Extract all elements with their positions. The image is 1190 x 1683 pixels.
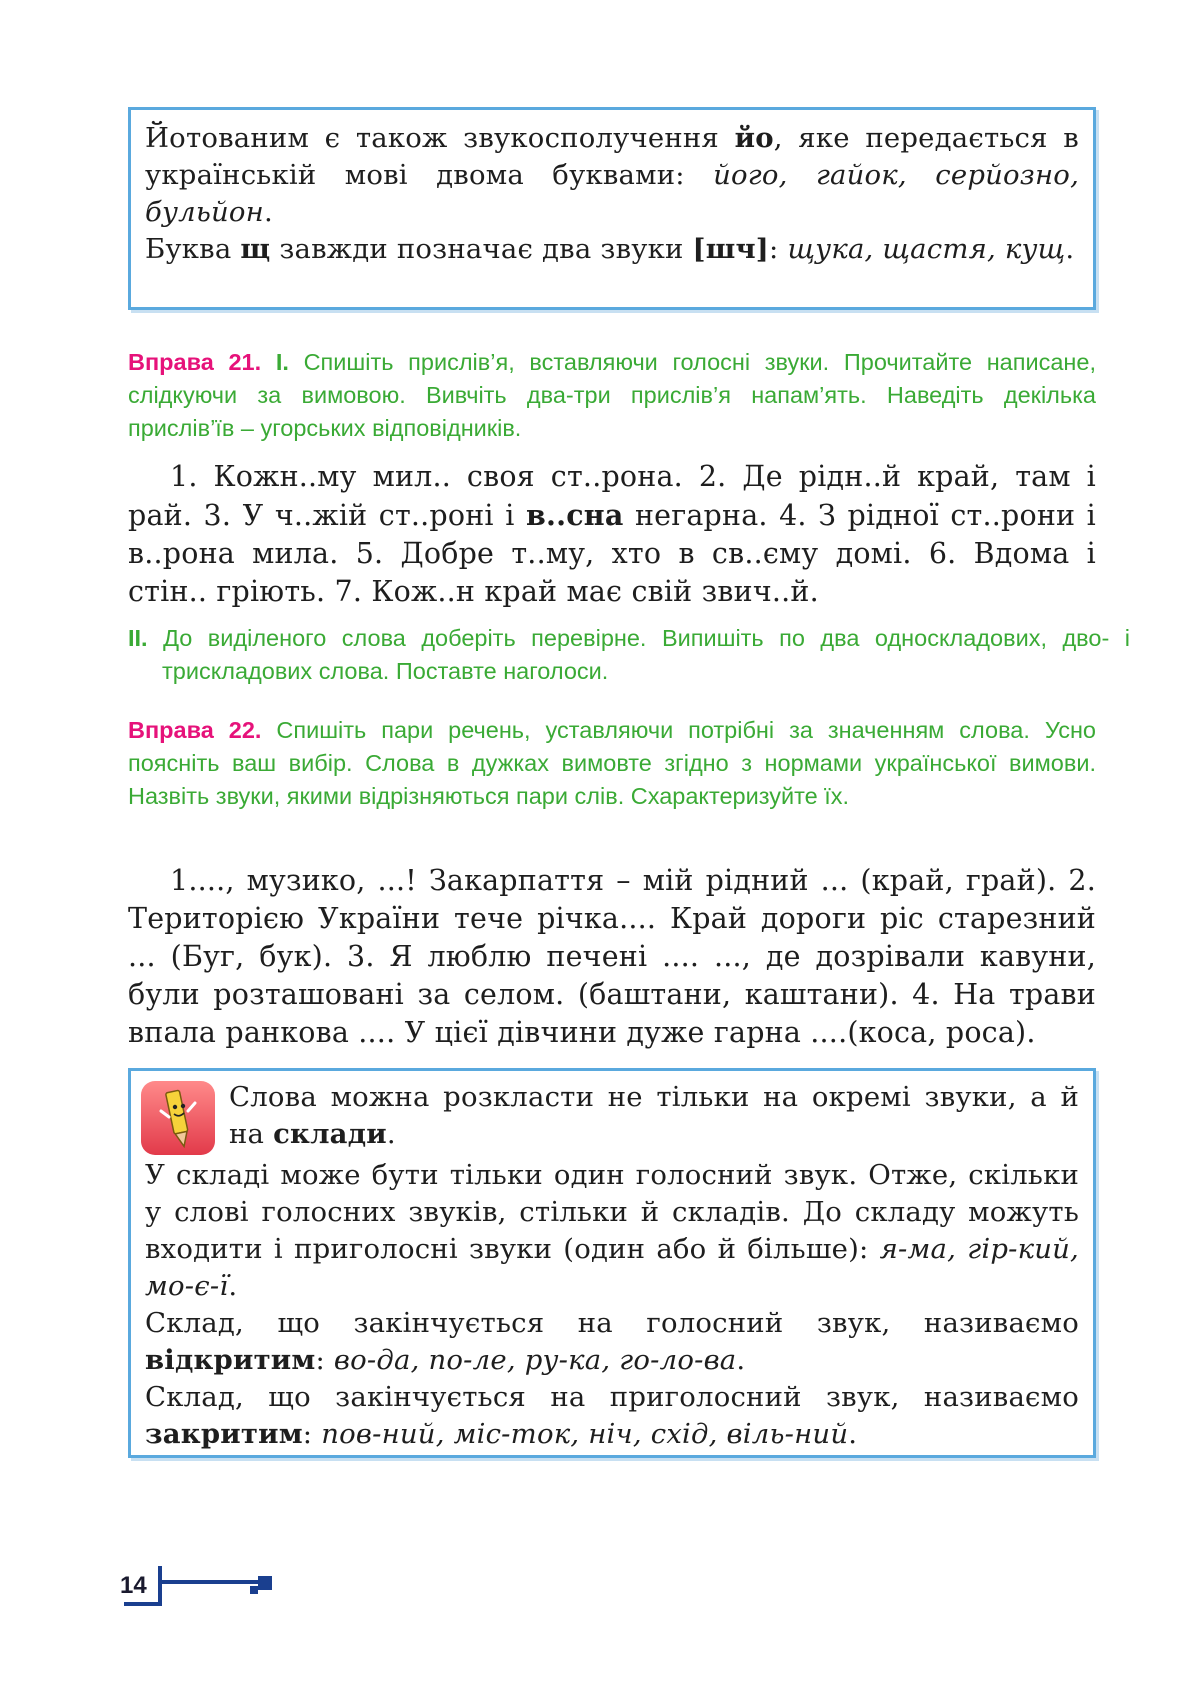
exercise-21-part2-instruction: II. До виділеного слова доберіть перевірне. Випишіть по два односкладових, дво- і трискладових слова. Поставте наголоси. bbox=[128, 625, 1130, 684]
rule-box-iotated bbox=[128, 107, 1096, 310]
exercise-21-proverbs: 1. Кожн..му мил.. своя ст..рона. 2. Де рідн..й край, там і рай. 3. У ч..жій ст..роні і в..сна негарна. 4. З рідної ст..рони і в..рона мила. 5. Добре т..му, хто в св..єму домі. 6. Вдома і стін.. гріють. 7. Кож..н край має свій звич..й. bbox=[128, 460, 1096, 608]
exercise-22-sentences: 1...., музико, ...! Закарпаття – мій рідний ... (край, грай). 2. Територією України тече річка.... Край дороги ріс старезний ... (Буг, бук). 3. Я люблю печені .... ..., де дозрівали кавуни, були розташовані за селом. (баштани, каштани). 4. На трави впала ранкова .... У цієї дівчини дуже гарна ....(коса, роса). bbox=[128, 864, 1096, 1049]
rule-paragraph: Склад, що закінчується на приголосний звук, називаємо закритим: пов-ний, міс-ток, ніч, схід, віль-ний. bbox=[145, 1381, 1079, 1450]
rule-paragraph: Слова можна розкласти не тільки на окремі звуки, а й на склади. bbox=[229, 1081, 1079, 1150]
rule-paragraph: Йотованим є також звукосполучення йо, яке передається в українській мові двома буквами: його, гайок, серйозно, бульйон. bbox=[145, 122, 1080, 228]
exercise-21-instruction: Вправа 21. I. Спишіть прислів’я, вставляючи голосні звуки. Прочитайте написане, слідкуючи за вимовою. Вивчіть два-три прислів’я напам’ять. Наведіть декілька прислів’їв – угорських відповідників. bbox=[128, 349, 1097, 441]
rule-paragraph: У складі може бути тільки один голосний звук. Отже, скільки у слові голосних звуків, стільки й складів. До складу можуть входити і приголосні звуки (один або й більше): я-ма, гір-кий, мо-є-ї. bbox=[145, 1159, 1080, 1302]
page-number: 14 bbox=[120, 1572, 147, 1599]
rule-paragraph: Склад, що закінчується на голосний звук, називаємо відкритим: во-да, по-ле, ру-ка, го-ло-ва. bbox=[145, 1307, 1079, 1376]
exercise-22-instruction: Вправа 22. Спишіть пари речень, уставляючи потрібні за значенням слова. Усно поясніть ваш вибір. Слова в дужках вимовте згідно з нормами української вимови. Назвіть звуки, якими відрізняються пари слів. Схарактеризуйте їх. bbox=[128, 717, 1096, 809]
rule-paragraph: Буква щ завжди позначає два звуки [шч]: щука, щастя, кущ. bbox=[145, 233, 1075, 265]
rule-box-syllables bbox=[128, 1068, 1096, 1458]
pencil-mascot-icon bbox=[141, 1081, 215, 1155]
